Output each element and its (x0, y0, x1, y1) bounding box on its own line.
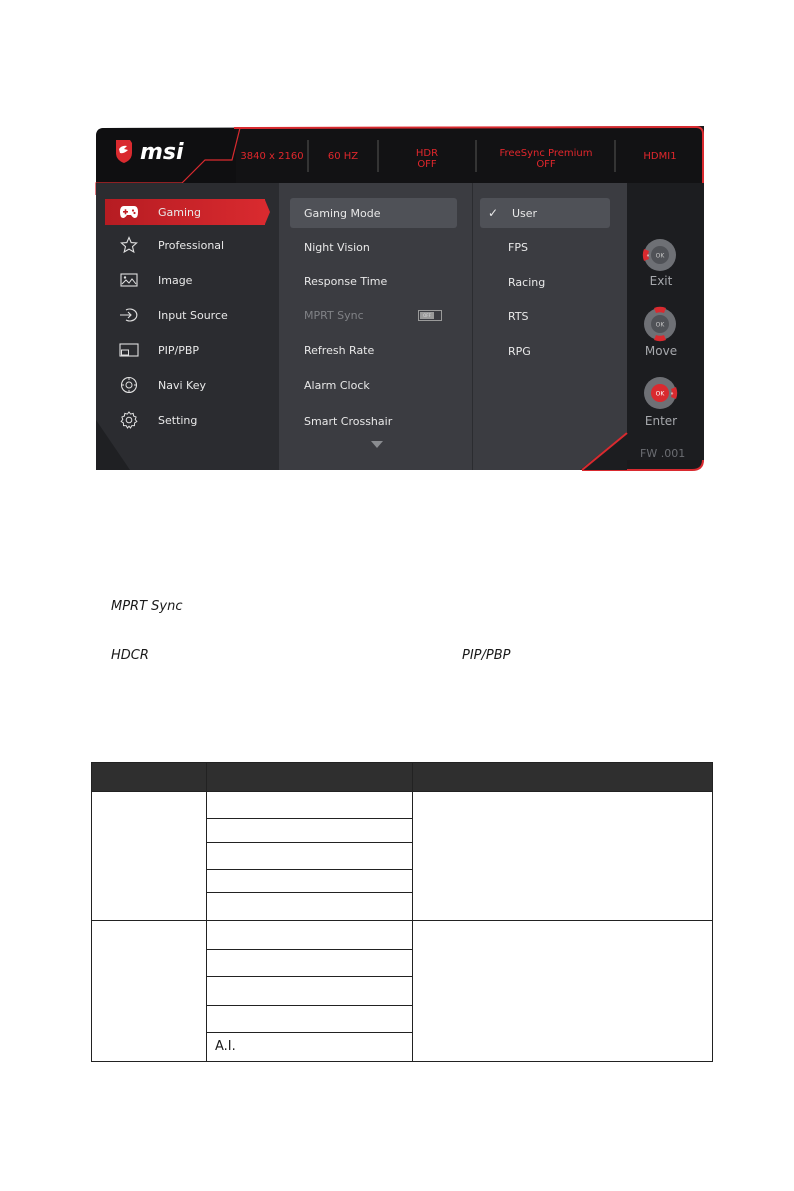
nav-move-joystick-icon (642, 306, 678, 342)
nav-enter-joystick-icon (642, 375, 678, 411)
sub-item-mprt-sync (290, 300, 457, 330)
table-divider (412, 763, 413, 1061)
table-row (206, 1005, 412, 1006)
option-rpg[interactable] (480, 336, 610, 366)
sub-label: Response Time (304, 274, 388, 288)
nav-enter-label: Enter (644, 414, 678, 428)
menu-item-navi-key[interactable] (105, 372, 265, 398)
mprt-toggle (418, 310, 442, 321)
table-divider (206, 763, 207, 1061)
svg-text:»: » (670, 391, 674, 397)
menu-item-image[interactable] (105, 267, 265, 293)
option-fps[interactable] (480, 232, 610, 262)
menu-item-gaming[interactable] (105, 199, 265, 225)
sub-label: Gaming Mode (304, 206, 381, 220)
table-row (206, 1032, 412, 1033)
sub-item-alarm-clock[interactable] (290, 370, 457, 400)
table-row (206, 842, 412, 843)
table-row (206, 949, 412, 950)
input-source-icon (117, 307, 141, 323)
table-divider (92, 920, 712, 921)
sub-item-gaming-mode[interactable] (290, 198, 457, 228)
note-mprt-sync: MPRT Sync (111, 599, 183, 614)
nav-exit-label: Exit (649, 274, 673, 288)
menu-label: Setting (158, 413, 198, 427)
sub-item-response-time[interactable] (290, 266, 457, 296)
osd-menu (0, 0, 794, 480)
joystick-ok-label: OK (655, 321, 665, 329)
menu-label: Professional (158, 238, 225, 252)
sub-label: MPRT Sync (304, 308, 364, 322)
firmware-version: FW .001 (640, 447, 686, 460)
status-freesync: FreeSync Premium OFF (499, 148, 593, 170)
gear-icon (117, 411, 141, 429)
option-user[interactable] (480, 198, 610, 228)
menu-label: PIP/PBP (158, 343, 200, 357)
option-label: User (512, 206, 538, 220)
menu-label: Navi Key (158, 378, 206, 392)
menu-item-professional[interactable] (105, 232, 265, 258)
nav-move-label: Move (644, 344, 678, 358)
table-row (206, 818, 412, 819)
check-icon: ✓ (488, 206, 499, 220)
sub-label: Night Vision (304, 240, 370, 254)
note-pip-pbp: PIP/PBP (462, 648, 511, 663)
msi-logo (112, 137, 202, 165)
joystick-ok-label: OK (655, 252, 665, 260)
svg-text:«: « (646, 253, 650, 259)
nav-exit-joystick-icon (642, 237, 678, 273)
sub-item-night-vision[interactable] (290, 232, 457, 262)
toggle-state: OFF (420, 312, 434, 319)
menu-item-pip-pbp[interactable] (105, 337, 265, 363)
sub-label: Refresh Rate (304, 343, 375, 357)
table-row (206, 869, 412, 870)
navi-key-icon (117, 376, 141, 394)
option-rts[interactable] (480, 301, 610, 331)
option-label: FPS (508, 240, 528, 254)
option-label: Racing (508, 275, 546, 289)
option-label: RTS (508, 309, 529, 323)
menu-item-setting[interactable] (105, 407, 265, 433)
sub-label: Smart Crosshair (304, 414, 393, 428)
sub-item-smart-crosshair[interactable] (290, 406, 457, 436)
joystick-ok-label: OK (655, 390, 665, 398)
option-label: RPG (508, 344, 531, 358)
status-input: HDMI1 (643, 151, 677, 162)
status-hdr: HDR OFF (415, 148, 439, 170)
sub-label: Alarm Clock (304, 378, 370, 392)
menu-label: Input Source (158, 308, 228, 322)
table-divider (92, 791, 712, 792)
table-row (206, 976, 412, 977)
menu-item-input-source[interactable] (105, 302, 265, 328)
brand-text: msi (140, 140, 184, 165)
image-icon (117, 273, 141, 287)
table-cell-ai: A.I. (215, 1039, 236, 1054)
table-row (206, 892, 412, 893)
status-refresh: 60 HZ (327, 151, 359, 162)
note-hdcr: HDCR (111, 648, 149, 663)
menu-label: Gaming (158, 205, 201, 219)
star-icon (117, 236, 141, 254)
status-resolution: 3840 x 2160 (240, 151, 304, 162)
menu-label: Image (158, 273, 193, 287)
table-header (92, 763, 712, 791)
settings-table (91, 762, 713, 1062)
gamepad-icon (117, 205, 141, 219)
pip-icon (117, 343, 141, 357)
sub-item-refresh-rate[interactable] (290, 335, 457, 365)
option-racing[interactable] (480, 267, 610, 297)
